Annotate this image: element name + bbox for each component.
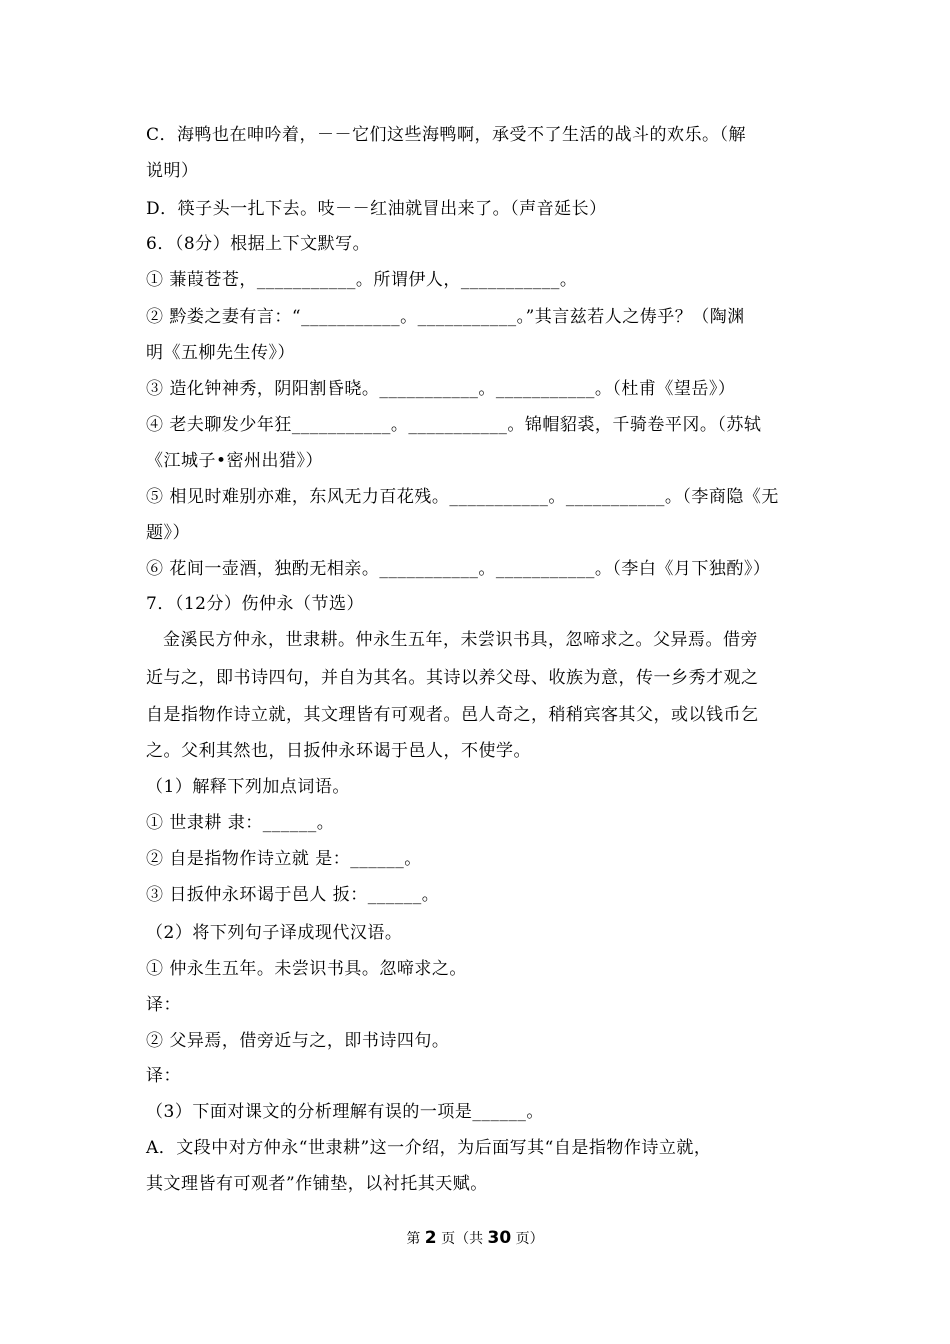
translate-item-1: ① 仲永生五年。未尝识书具。忽啼求之。 xyxy=(146,959,467,979)
current-page-number: 2 xyxy=(424,1228,437,1248)
word-item-2: ② 自是指物作诗立就 是：______。 xyxy=(146,849,422,869)
word-item-3: ③ 日扳仲永环谒于邑人 扳：______。 xyxy=(146,885,440,905)
translate-answer-2: 译： xyxy=(146,1066,181,1086)
recite-item-2-line-2: 明《五柳先生传》） xyxy=(146,343,295,363)
recite-item-3: ③ 造化钟神秀，阴阳割昏晓。___________。___________。（杜甫《望岳》） xyxy=(146,379,736,399)
word-item-1: ① 世隶耕 隶：______。 xyxy=(146,813,335,833)
recite-item-4-line-1: ④ 老夫聊发少年狂___________。___________。锦帽貂裘，千骑卷平冈。（苏轼 xyxy=(146,415,762,435)
question-6-title: 6．（8分）根据上下文默写。 xyxy=(146,234,371,254)
passage-line-4: 之。父利其然也，日扳仲永环谒于邑人，不使学。 xyxy=(146,741,531,761)
recite-item-5-line-1: ⑤ 相见时难别亦难，东风无力百花残。___________。___________。（李商隐《无 xyxy=(146,487,779,507)
recite-item-5-line-2: 题》） xyxy=(146,523,190,543)
total-page-count: 30 xyxy=(487,1228,512,1248)
passage-line-1: 金溪民方仲永，世隶耕。仲永生五年，未尝识书具，忽啼求之。父异焉。借旁 xyxy=(163,630,758,650)
passage-line-3: 自是指物作诗立就，其文理皆有可观者。邑人奇之，稍稍宾客其父，或以钱币乞 xyxy=(146,705,759,725)
choice-a-line-2: 其文理皆有可观者”作铺垫，以衬托其天赋。 xyxy=(146,1174,488,1194)
recite-item-6: ⑥ 花间一壶酒，独酌无相亲。___________。___________。（李白《月下独酌》） xyxy=(146,559,771,579)
subquestion-1-title: （1）解释下列加点词语。 xyxy=(146,777,350,797)
recite-item-2-line-1: ② 黔娄之妻有言：“___________。___________。”其言兹若人之俦乎？（陶渊 xyxy=(146,307,745,327)
option-c-line-2: 说明） xyxy=(146,161,199,181)
footer-middle: 页（共 xyxy=(441,1231,484,1247)
footer-prefix: 第 xyxy=(406,1231,421,1247)
subquestion-2-title: （2）将下列句子译成现代汉语。 xyxy=(146,923,403,943)
subquestion-3-title: （3）下面对课文的分析理解有误的一项是______。 xyxy=(146,1102,544,1122)
passage-line-2: 近与之，即书诗四句，并自为其名。其诗以养父母、收族为意，传一乡秀才观之 xyxy=(146,668,759,688)
translate-item-2: ② 父异焉，借旁近与之，即书诗四句。 xyxy=(146,1031,450,1051)
choice-a-line-1: A．文段中对方仲永“世隶耕”这一介绍，为后面写其“自是指物作诗立就， xyxy=(146,1138,712,1158)
recite-item-1: ① 蒹葭苍苍，___________。所谓伊人，___________。 xyxy=(146,270,578,290)
recite-item-4-line-2: 《江城子•密州出猎》） xyxy=(146,451,324,471)
page-footer xyxy=(0,1227,950,1250)
option-d: D．筷子头一扎下去。吱－－红油就冒出来了。（声音延长） xyxy=(146,199,607,219)
translate-answer-1: 译： xyxy=(146,995,181,1015)
question-7-title: 7．（12分）伤仲永（节选） xyxy=(146,594,364,614)
option-c-line-1: C．海鸭也在呻吟着，－－它们这些海鸭啊，承受不了生活的战斗的欢乐。（解 xyxy=(146,125,747,145)
footer-suffix: 页） xyxy=(515,1231,544,1247)
